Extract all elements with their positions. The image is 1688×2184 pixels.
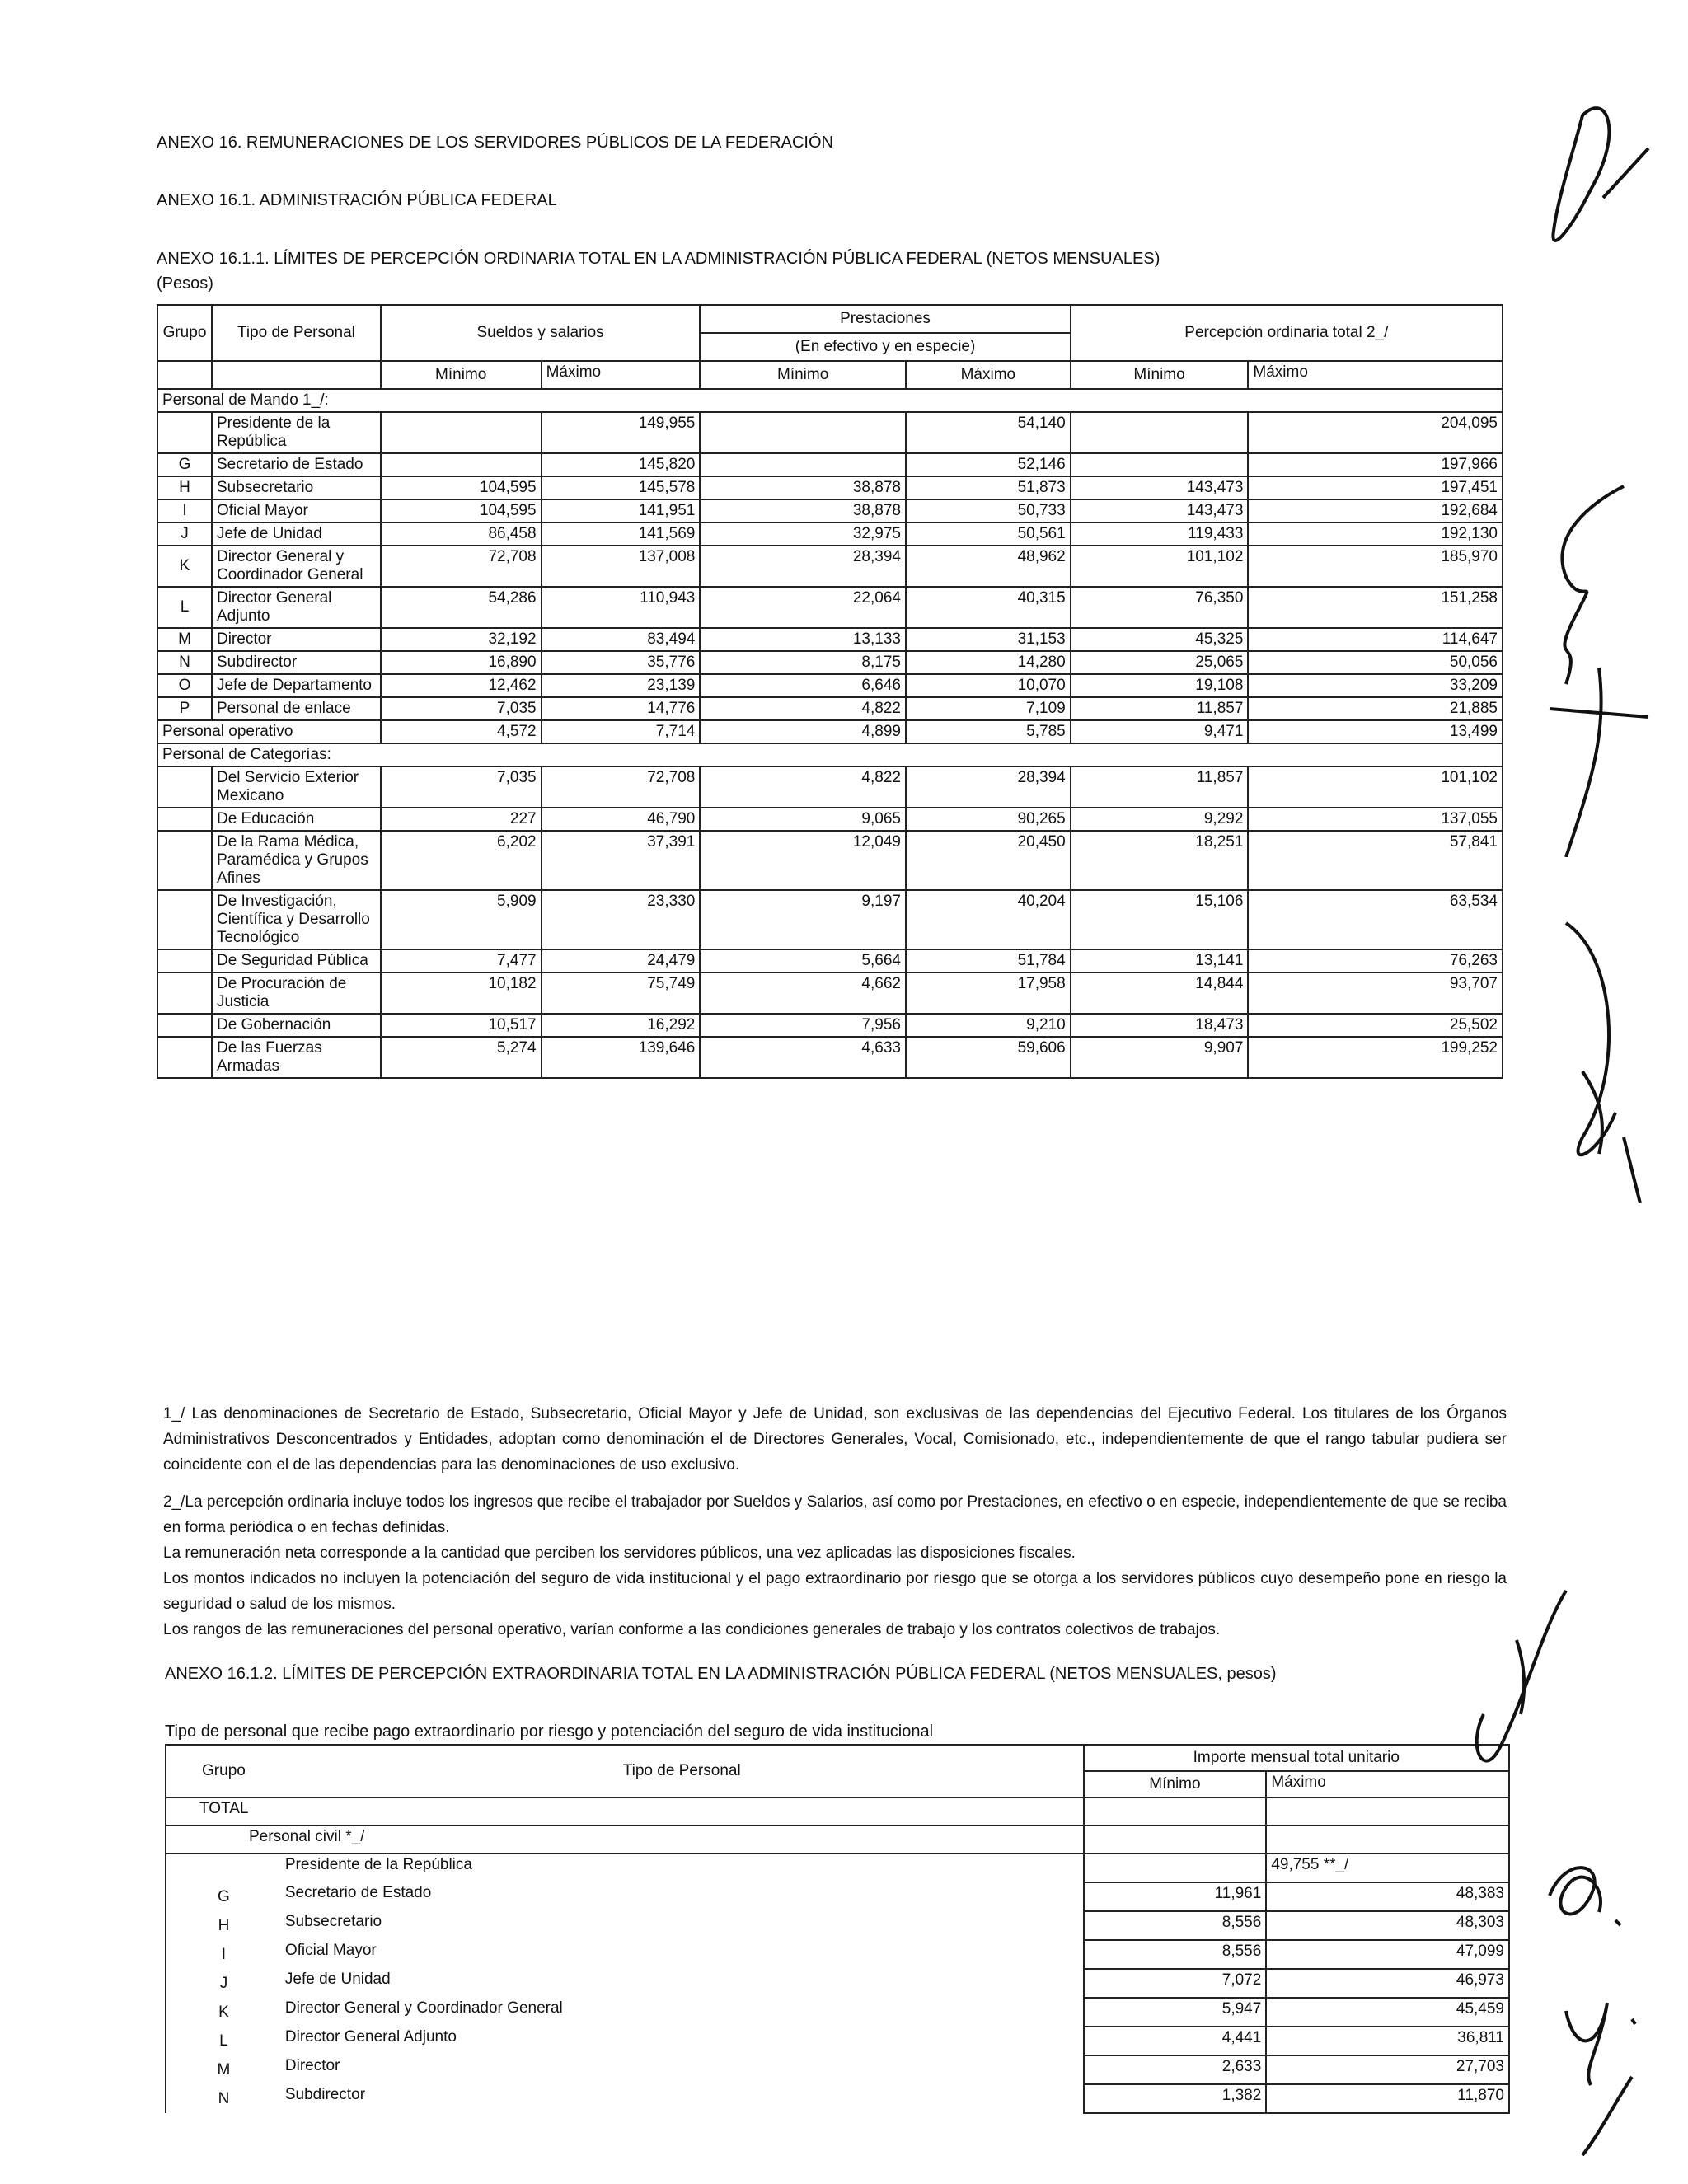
value-cell: 21,885 [1248, 697, 1503, 720]
value-cell: 14,776 [542, 697, 701, 720]
value-cell: 7,035 [381, 697, 542, 720]
value-cell: 90,265 [906, 808, 1071, 831]
value-cell: 9,210 [906, 1014, 1071, 1037]
col-min: Mínimo [700, 361, 906, 389]
value-cell: 143,473 [1071, 476, 1249, 499]
value-cell: 16,292 [542, 1014, 701, 1037]
grupo-cell: K [157, 546, 212, 587]
value-cell: 137,055 [1248, 808, 1503, 831]
min-cell: 4,441 [1084, 2027, 1267, 2055]
col-prestaciones: Prestaciones [700, 305, 1070, 333]
value-cell: 4,822 [700, 766, 906, 808]
value-cell: 4,662 [700, 972, 906, 1014]
col-max: Máximo [542, 361, 701, 389]
min-cell: 5,947 [1084, 1998, 1267, 2027]
table-row [166, 1882, 1509, 1911]
grupo-cell [157, 1037, 212, 1078]
value-cell: 141,951 [542, 499, 701, 523]
value-cell: 32,975 [700, 523, 906, 546]
note-1: 1_/ Las denominaciones de Secretario de Estado, Subsecretario, Oficial Mayor y Jefe de Unidad, son exclusivas de las dependencias del Ejecutivo Federal. Los titulares de los Órganos Administrativos Desconcentrados y Entidades, adoptan como denominación el de Directores Generales, Vocal, Comisionado, etc., independientemente de que el rango tabular pudiera ser coincidente con el de las dependencias para las denominaciones de uso exclusivo. [163, 1405, 1507, 1474]
grupo-cell [157, 831, 212, 890]
signature-2 [1517, 470, 1665, 857]
grupo-cell: M [166, 2055, 281, 2084]
tipo-cell: Oficial Mayor [212, 499, 381, 523]
col-percepcion: Percepción ordinaria total 2_/ [1071, 305, 1503, 361]
grupo-cell: H [157, 476, 212, 499]
table-row [166, 2084, 1509, 2113]
table-row [157, 766, 1503, 808]
value-cell [1071, 453, 1249, 476]
section-categorias: Personal de Categorías: [157, 743, 1503, 766]
value-cell: 33,209 [1248, 674, 1503, 697]
table-row [166, 1969, 1509, 1998]
value-cell: 9,197 [700, 890, 906, 949]
value-cell: 25,065 [1071, 651, 1249, 674]
grupo-cell: N [166, 2084, 281, 2113]
col-max: Máximo [1248, 361, 1503, 389]
value-cell: 9,065 [700, 808, 906, 831]
table-ordinaria [157, 304, 1503, 1079]
note-5: Los rangos de las remuneraciones del personal operativo, varían conforme a las condiciones generales de trabajo y los contratos colectivos de trabajos. [163, 1621, 1221, 1638]
tipo-cell: Secretario de Estado [212, 453, 381, 476]
tipo-cell: Jefe de Unidad [212, 523, 381, 546]
grupo-cell: H [166, 1911, 281, 1940]
grupo-cell: K [166, 1998, 281, 2027]
max-cell: 36,811 [1266, 2027, 1509, 2055]
table-row [157, 808, 1503, 831]
grupo-cell: G [166, 1882, 281, 1911]
value-cell: 149,955 [542, 412, 701, 453]
min-cell: 8,556 [1084, 1911, 1267, 1940]
min-cell: 11,961 [1084, 1882, 1267, 1911]
tipo-cell: Director General y Coordinador General [212, 546, 381, 587]
min-cell: 2,633 [1084, 2055, 1267, 2084]
value-cell: 10,517 [381, 1014, 542, 1037]
tipo-cell: Director [281, 2055, 1084, 2084]
signature-5 [1533, 1846, 1632, 1937]
value-cell [381, 412, 542, 453]
table-row [157, 1037, 1503, 1078]
value-cell: 10,182 [381, 972, 542, 1014]
min-cell: 1,382 [1084, 2084, 1267, 2113]
value-cell: 8,175 [700, 651, 906, 674]
grupo-cell: J [166, 1969, 281, 1998]
table-row [157, 697, 1503, 720]
value-cell: 50,733 [906, 499, 1071, 523]
value-cell: 101,102 [1071, 546, 1249, 587]
value-cell: 7,035 [381, 766, 542, 808]
value-cell: 9,907 [1071, 1037, 1249, 1078]
value-cell: 23,330 [542, 890, 701, 949]
value-cell: 197,451 [1248, 476, 1503, 499]
grupo-cell [157, 1014, 212, 1037]
value-cell: 11,857 [1071, 697, 1249, 720]
value-cell [700, 412, 906, 453]
grupo-cell: I [166, 1940, 281, 1969]
table-row [157, 949, 1503, 972]
col-tipo: Tipo de Personal [281, 1745, 1084, 1797]
table-row [157, 476, 1503, 499]
table-row [157, 1014, 1503, 1037]
value-cell: 104,595 [381, 499, 542, 523]
col-max: Máximo [906, 361, 1071, 389]
tipo-cell: Subdirector [281, 2084, 1084, 2113]
value-cell: 20,450 [906, 831, 1071, 890]
table-row [166, 2055, 1509, 2084]
value-cell: 119,433 [1071, 523, 1249, 546]
note-4: Los montos indicados no incluyen la potenciación del seguro de vida institucional y el pago extraordinario por riesgo que se otorga a los servidores públicos cuyo desempeño pone en riesgo la seguridad o salud de los mismos. [163, 1570, 1507, 1613]
value-cell: 54,140 [906, 412, 1071, 453]
grupo-cell: J [157, 523, 212, 546]
value-cell: 45,325 [1071, 628, 1249, 651]
tipo-cell: Presidente de la República [212, 412, 381, 453]
col-grupo: Grupo [166, 1745, 281, 1797]
value-cell: 12,462 [381, 674, 542, 697]
value-cell: 76,263 [1248, 949, 1503, 972]
value-cell: 4,633 [700, 1037, 906, 1078]
tipo-cell: De Educación [212, 808, 381, 831]
value-cell: 28,394 [906, 766, 1071, 808]
grupo-cell: N [157, 651, 212, 674]
tipo-cell: De la Rama Médica, Paramédica y Grupos Afines [212, 831, 381, 890]
units-label: (Pesos) [157, 274, 213, 293]
grupo-cell [166, 1854, 281, 1882]
col-prestaciones-sub: (En efectivo y en especie) [700, 333, 1070, 361]
value-cell: 38,878 [700, 476, 906, 499]
value-cell: 7,714 [542, 720, 701, 743]
note-3: La remuneración neta corresponde a la cantidad que perciben los servidores públicos, una vez aplicadas las disposiciones fiscales. [163, 1544, 1076, 1562]
value-cell: 31,153 [906, 628, 1071, 651]
table-row [157, 546, 1503, 587]
value-cell: 9,471 [1071, 720, 1249, 743]
value-cell: 76,350 [1071, 587, 1249, 628]
signature-6 [1550, 1978, 1648, 2159]
signature-3 [1550, 907, 1665, 1203]
table-row [166, 1911, 1509, 1940]
section-mando: Personal de Mando 1_/: [157, 389, 1503, 412]
max-cell: 45,459 [1266, 1998, 1509, 2027]
value-cell: 185,970 [1248, 546, 1503, 587]
value-cell: 192,130 [1248, 523, 1503, 546]
grupo-cell [157, 808, 212, 831]
tipo-cell: Oficial Mayor [281, 1940, 1084, 1969]
value-cell: 46,790 [542, 808, 701, 831]
value-cell: 6,202 [381, 831, 542, 890]
value-cell [381, 453, 542, 476]
value-cell: 9,292 [1071, 808, 1249, 831]
table-row [157, 831, 1503, 890]
tipo-cell: De las Fuerzas Armadas [212, 1037, 381, 1078]
value-cell: 12,049 [700, 831, 906, 890]
value-cell: 23,139 [542, 674, 701, 697]
grupo-cell [157, 949, 212, 972]
value-cell: 22,064 [700, 587, 906, 628]
max-cell: 48,383 [1266, 1882, 1509, 1911]
heading-anexo-16-1-2: ANEXO 16.1.2. LÍMITES DE PERCEPCIÓN EXTRAORDINARIA TOTAL EN LA ADMINISTRACIÓN PÚBLICA FEDERAL (NETOS MENSUALES, pesos) [165, 1665, 1277, 1683]
value-cell: 72,708 [542, 766, 701, 808]
value-cell: 25,502 [1248, 1014, 1503, 1037]
col-importe: Importe mensual total unitario [1084, 1745, 1509, 1771]
footnotes [163, 1401, 1507, 1643]
value-cell: 17,958 [906, 972, 1071, 1014]
table-row [166, 1854, 1509, 1882]
grupo-cell [157, 890, 212, 949]
value-cell: 11,857 [1071, 766, 1249, 808]
tipo-cell: Personal de enlace [212, 697, 381, 720]
value-cell: 14,280 [906, 651, 1071, 674]
max-cell: 48,303 [1266, 1911, 1509, 1940]
table-row [166, 2027, 1509, 2055]
row-total: TOTAL [166, 1797, 1084, 1825]
value-cell: 57,841 [1248, 831, 1503, 890]
grupo-cell: G [157, 453, 212, 476]
tipo-cell: Subdirector [212, 651, 381, 674]
value-cell: 141,569 [542, 523, 701, 546]
value-cell: 51,784 [906, 949, 1071, 972]
max-cell: 47,099 [1266, 1940, 1509, 1969]
min-cell: 7,072 [1084, 1969, 1267, 1998]
grupo-cell: I [157, 499, 212, 523]
value-cell: 197,966 [1248, 453, 1503, 476]
col-tipo: Tipo de Personal [212, 305, 381, 361]
value-cell: 4,572 [381, 720, 542, 743]
value-cell: 28,394 [700, 546, 906, 587]
value-cell: 110,943 [542, 587, 701, 628]
value-cell: 13,499 [1248, 720, 1503, 743]
value-cell: 59,606 [906, 1037, 1071, 1078]
value-cell: 204,095 [1248, 412, 1503, 453]
value-cell: 145,578 [542, 476, 701, 499]
value-cell: 199,252 [1248, 1037, 1503, 1078]
value-cell [1071, 412, 1249, 453]
min-cell: 8,556 [1084, 1940, 1267, 1969]
note-2: 2_/La percepción ordinaria incluye todos los ingresos que recibe el trabajador por Sueldos y Salarios, así como por Prestaciones, en efectivo o en especie, independientemente de que se reciba en forma periódica o en fechas definidas. [163, 1493, 1507, 1536]
value-cell: 14,844 [1071, 972, 1249, 1014]
value-cell: 13,141 [1071, 949, 1249, 972]
tipo-cell: Director General Adjunto [281, 2027, 1084, 2055]
table-extraordinaria [165, 1744, 1510, 2114]
table-row [157, 674, 1503, 697]
value-cell: 143,473 [1071, 499, 1249, 523]
value-cell: 15,106 [1071, 890, 1249, 949]
value-cell: 137,008 [542, 546, 701, 587]
col-sueldos: Sueldos y salarios [381, 305, 701, 361]
value-cell: 40,204 [906, 890, 1071, 949]
max-cell: 27,703 [1266, 2055, 1509, 2084]
col-min: Mínimo [1071, 361, 1249, 389]
value-cell: 93,707 [1248, 972, 1503, 1014]
tipo-cell: De Procuración de Justicia [212, 972, 381, 1014]
tipo-cell: Presidente de la República [281, 1854, 1084, 1882]
max-cell: 11,870 [1266, 2084, 1509, 2113]
value-cell: 101,102 [1248, 766, 1503, 808]
grupo-cell: L [157, 587, 212, 628]
grupo-cell: M [157, 628, 212, 651]
tipo-cell: De Gobernación [212, 1014, 381, 1037]
value-cell: 83,494 [542, 628, 701, 651]
value-cell: 145,820 [542, 453, 701, 476]
value-cell: 86,458 [381, 523, 542, 546]
table2-subtitle: Tipo de personal que recibe pago extraordinario por riesgo y potenciación del seguro de vida institucional [165, 1722, 934, 1741]
value-cell: 75,749 [542, 972, 701, 1014]
signature-4 [1434, 1582, 1582, 1788]
table-row [157, 499, 1503, 523]
value-cell: 13,133 [700, 628, 906, 651]
table-row [157, 972, 1503, 1014]
table-row [157, 453, 1503, 476]
value-cell: 18,473 [1071, 1014, 1249, 1037]
value-cell: 32,192 [381, 628, 542, 651]
value-cell: 52,146 [906, 453, 1071, 476]
value-cell: 50,056 [1248, 651, 1503, 674]
value-cell: 139,646 [542, 1037, 701, 1078]
table-row [157, 587, 1503, 628]
value-cell: 227 [381, 808, 542, 831]
tipo-cell: Director General y Coordinador General [281, 1998, 1084, 2027]
tipo-cell: Subsecretario [281, 1911, 1084, 1940]
value-cell: 104,595 [381, 476, 542, 499]
value-cell: 7,956 [700, 1014, 906, 1037]
tipo-cell: De Investigación, Científica y Desarrollo Tecnológico [212, 890, 381, 949]
value-cell: 6,646 [700, 674, 906, 697]
value-cell: 4,822 [700, 697, 906, 720]
value-cell: 114,647 [1248, 628, 1503, 651]
value-cell: 54,286 [381, 587, 542, 628]
table-row [166, 1998, 1509, 2027]
value-cell: 38,878 [700, 499, 906, 523]
table-row [157, 412, 1503, 453]
value-cell: 48,962 [906, 546, 1071, 587]
value-cell: 18,251 [1071, 831, 1249, 890]
row-personal-operativo: Personal operativo [157, 720, 381, 743]
row-personal-civil: Personal civil *_/ [166, 1825, 1084, 1854]
value-cell: 37,391 [542, 831, 701, 890]
signature-1 [1533, 99, 1657, 280]
value-cell: 5,274 [381, 1037, 542, 1078]
value-cell: 7,477 [381, 949, 542, 972]
grupo-cell: O [157, 674, 212, 697]
tipo-cell: Jefe de Unidad [281, 1969, 1084, 1998]
min-cell [1084, 1854, 1267, 1882]
value-cell: 63,534 [1248, 890, 1503, 949]
value-cell: 24,479 [542, 949, 701, 972]
value-cell [700, 453, 906, 476]
grupo-cell: L [166, 2027, 281, 2055]
tipo-cell: Jefe de Departamento [212, 674, 381, 697]
heading-anexo-16-1-1: ANEXO 16.1.1. LÍMITES DE PERCEPCIÓN ORDINARIA TOTAL EN LA ADMINISTRACIÓN PÚBLICA FEDERAL (NETOS MENSUALES) [157, 250, 1160, 268]
value-cell: 192,684 [1248, 499, 1503, 523]
heading-anexo-16-1: ANEXO 16.1. ADMINISTRACIÓN PÚBLICA FEDERAL [157, 191, 557, 209]
value-cell: 72,708 [381, 546, 542, 587]
tipo-cell: Subsecretario [212, 476, 381, 499]
table-row [157, 720, 1503, 743]
value-cell: 5,664 [700, 949, 906, 972]
value-cell: 51,873 [906, 476, 1071, 499]
value-cell: 7,109 [906, 697, 1071, 720]
value-cell: 10,070 [906, 674, 1071, 697]
table-row [166, 1940, 1509, 1969]
tipo-cell: Del Servicio Exterior Mexicano [212, 766, 381, 808]
value-cell: 16,890 [381, 651, 542, 674]
value-cell: 4,899 [700, 720, 906, 743]
tipo-cell: Director General Adjunto [212, 587, 381, 628]
table-row [157, 628, 1503, 651]
grupo-cell [157, 972, 212, 1014]
table-row [157, 523, 1503, 546]
tipo-cell: Secretario de Estado [281, 1882, 1084, 1911]
value-cell: 19,108 [1071, 674, 1249, 697]
value-cell: 151,258 [1248, 587, 1503, 628]
value-cell: 5,909 [381, 890, 542, 949]
col-max: Máximo [1266, 1771, 1509, 1797]
max-cell: 49,755 **_/ [1266, 1854, 1509, 1882]
tipo-cell: Director [212, 628, 381, 651]
col-min: Mínimo [381, 361, 542, 389]
value-cell: 50,561 [906, 523, 1071, 546]
value-cell: 35,776 [542, 651, 701, 674]
value-cell: 5,785 [906, 720, 1071, 743]
tipo-cell: De Seguridad Pública [212, 949, 381, 972]
table-row [157, 890, 1503, 949]
table-row [157, 651, 1503, 674]
heading-anexo-16: ANEXO 16. REMUNERACIONES DE LOS SERVIDORES PÚBLICOS DE LA FEDERACIÓN [157, 134, 833, 152]
max-cell: 46,973 [1266, 1969, 1509, 1998]
col-grupo: Grupo [157, 305, 212, 361]
grupo-cell [157, 766, 212, 808]
grupo-cell: P [157, 697, 212, 720]
value-cell: 40,315 [906, 587, 1071, 628]
col-min: Mínimo [1084, 1771, 1267, 1797]
grupo-cell [157, 412, 212, 453]
